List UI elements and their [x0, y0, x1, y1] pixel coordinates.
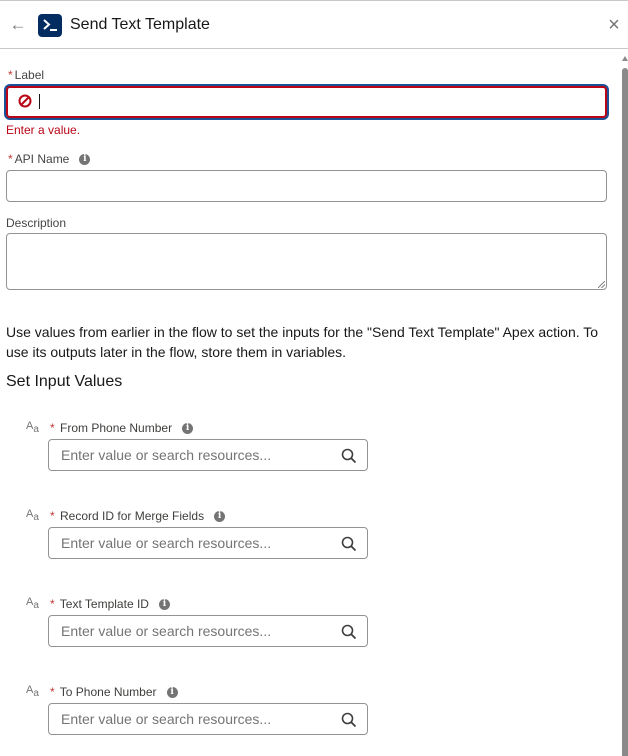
text-template-id-input[interactable] — [48, 615, 368, 647]
text-type-icon: $A_a$ — [26, 684, 39, 699]
placeholder: Enter value or search resources... — [61, 623, 272, 639]
panel-header — [0, 0, 628, 49]
text-type-icon: $A_a$ — [26, 508, 39, 523]
text-type-icon: $A_a$ — [26, 420, 39, 435]
apex-action-icon — [38, 14, 62, 37]
description-textarea[interactable] — [6, 233, 607, 290]
scrollbar[interactable] — [620, 50, 628, 756]
info-icon[interactable]: i — [159, 599, 170, 610]
api-name-text: API Name — [14, 152, 70, 166]
scroll-up-arrow-icon[interactable] — [622, 56, 628, 61]
panel-title: Send Text Template — [70, 16, 210, 33]
info-icon[interactable]: i — [214, 511, 225, 522]
info-icon[interactable]: i — [167, 687, 178, 698]
to-phone-number-input[interactable] — [48, 703, 368, 735]
input-label-from-phone: * From Phone Number i — [50, 421, 193, 435]
error-ban-icon — [18, 94, 32, 108]
help-text: Use values from earlier in the flow to set the inputs for the "Send Text Template" Apex action. To use its outputs later in the flow, store them in variables. — [6, 324, 599, 360]
api-name-input[interactable] — [6, 170, 607, 202]
required-marker: * — [50, 421, 55, 435]
text-caret — [39, 94, 40, 109]
label-error-message: Enter a value. — [6, 123, 81, 137]
required-marker: * — [50, 509, 55, 523]
required-marker: * — [8, 68, 13, 82]
close-icon[interactable]: × — [608, 14, 620, 36]
search-icon — [341, 536, 357, 552]
search-icon — [341, 624, 357, 640]
from-phone-number-input[interactable] — [48, 439, 368, 471]
text-type-icon: $A_a$ — [26, 596, 39, 611]
record-id-input[interactable] — [48, 527, 368, 559]
input-label-text-template-id: * Text Template ID i — [50, 597, 170, 611]
description-field-label: Description — [6, 216, 67, 230]
required-marker: * — [50, 685, 55, 699]
input-label-to-phone: * To Phone Number i — [50, 685, 178, 699]
placeholder: Enter value or search resources... — [61, 447, 272, 463]
api-name-field-label — [8, 152, 90, 166]
required-marker: * — [50, 597, 55, 611]
input-label-record-id: * Record ID for Merge Fields i — [50, 509, 225, 523]
placeholder: Enter value or search resources... — [61, 535, 272, 551]
placeholder: Enter value or search resources... — [61, 711, 272, 727]
label-text: Label — [14, 68, 45, 82]
info-icon[interactable]: i — [79, 154, 90, 165]
section-title: Set Input Values — [6, 373, 123, 390]
required-marker: * — [8, 152, 13, 166]
label-field-label — [8, 68, 44, 82]
back-arrow-icon[interactable]: ← — [9, 15, 27, 34]
resize-handle-icon[interactable] — [598, 281, 605, 288]
search-icon — [341, 712, 357, 728]
scroll-thumb[interactable] — [622, 68, 628, 756]
search-icon — [341, 448, 357, 464]
info-icon[interactable]: i — [182, 423, 193, 434]
label-input[interactable] — [6, 86, 607, 118]
